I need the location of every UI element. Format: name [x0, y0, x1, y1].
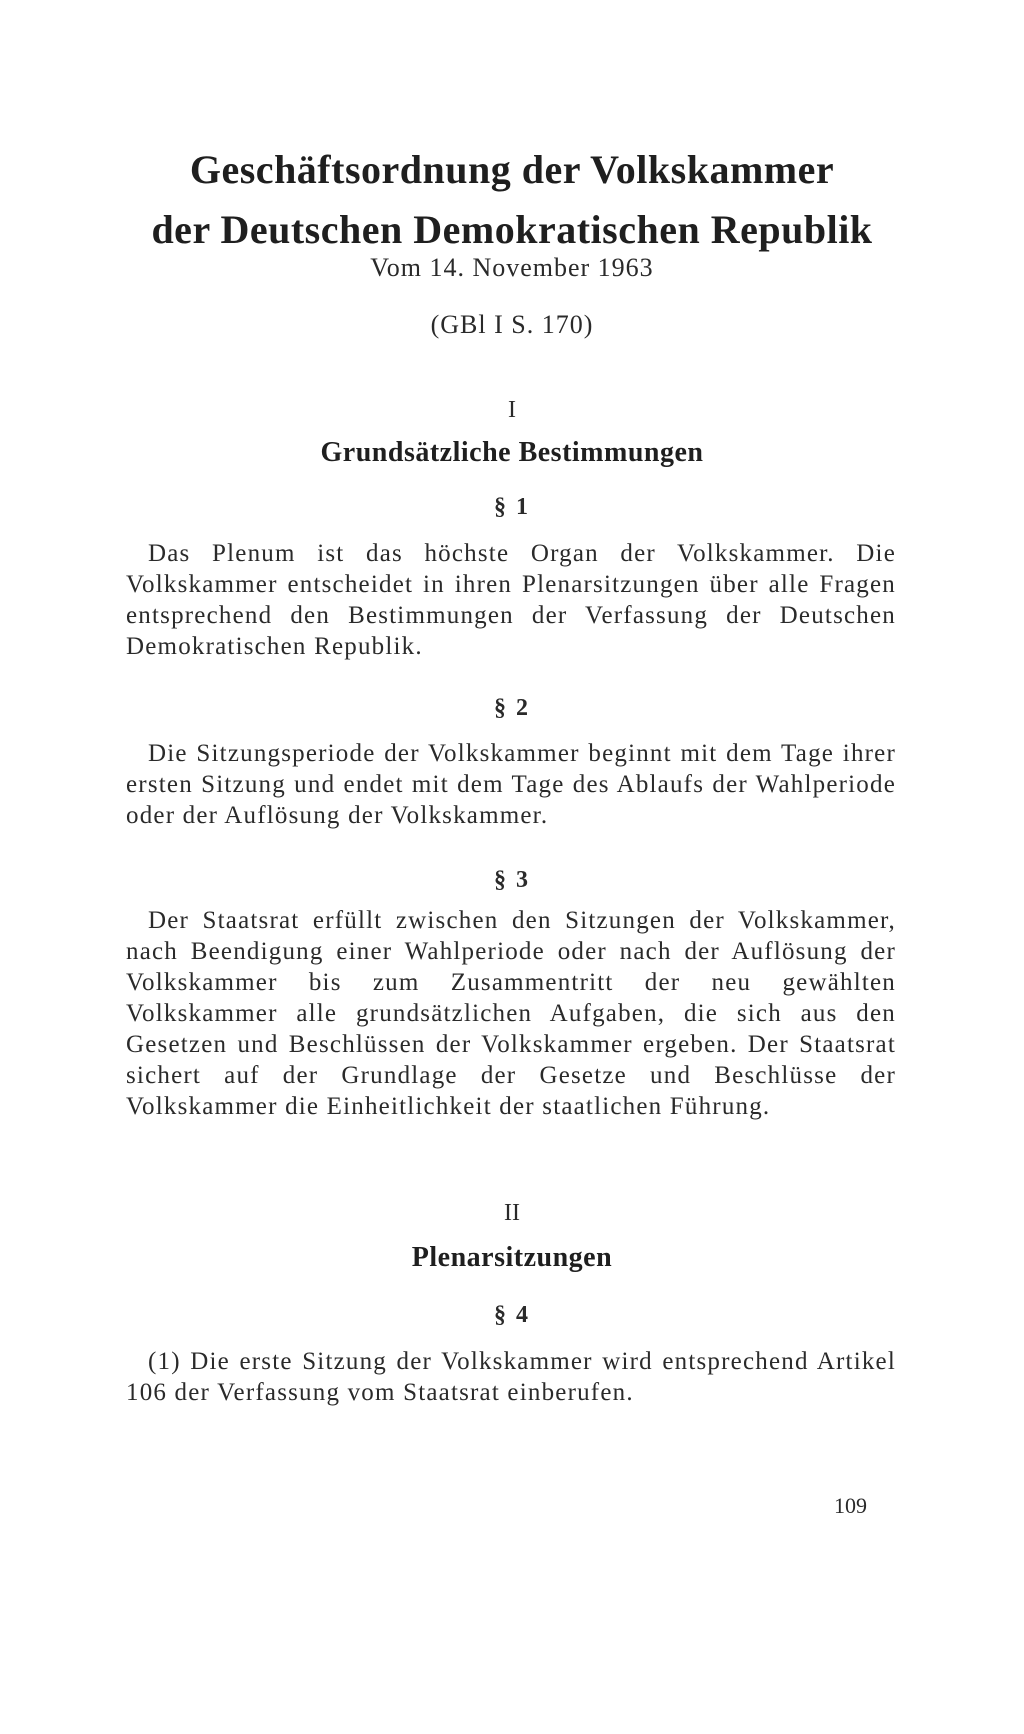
paragraph-sign: § 3 [494, 867, 530, 893]
paragraph-sign: § 4 [494, 1302, 530, 1328]
document-title [0, 140, 1024, 260]
section-title: Grundsätzliche Bestimmungen [320, 437, 704, 468]
paragraph-text: Die Sitzungsperiode der Volkskammer beginnt mit dem Tage ihrer ersten Sitzung und endet mit dem Tage des Ablaufs der Wahlperiode oder der Auflösung der Volkskammer. [126, 740, 896, 829]
title-line-2: der Deutschen Demokratischen Republik [151, 207, 873, 252]
paragraph-text: Der Staatsrat erfüllt zwischen den Sitzungen der Volkskammer, nach Beendigung einer Wahlperiode oder nach der Auflösung der Volkskammer bis zum Zusammentritt der neu gewählten Volkskammer alle grundsätzlichen Aufgaben, die sich aus den Gesetzen und Beschlüssen der Volkskammer ergeben. Der Staatsrat sichert auf der Grundlage der Gesetze und Beschlüsse der Volkskammer die Einheitlichkeit der staatlichen Führung. [126, 907, 896, 1120]
section-number: II [504, 1200, 520, 1226]
section-number: I [508, 397, 516, 423]
paragraph-text: (1) Die erste Sitzung der Volkskammer wird entsprechend Artikel 106 der Verfassung vom Staatsrat einberufen. [126, 1348, 896, 1406]
document-date: Vom 14. November 1963 [370, 253, 654, 282]
document-source: (GBl I S. 170) [430, 310, 594, 339]
section-title: Plenarsitzungen [411, 1242, 613, 1273]
title-line-1: Geschäftsordnung der Volkskammer [189, 147, 835, 192]
paragraph-text: Das Plenum ist das höchste Organ der Volkskammer. Die Volkskammer entscheidet in ihren Plenarsitzungen über alle Fragen entsprechend den Bestimmungen der Verfassung der Deutschen Demokratischen Republik. [126, 540, 896, 660]
paragraph-sign: § 1 [494, 494, 530, 520]
page-number: 109 [834, 1493, 867, 1518]
paragraph-sign: § 2 [494, 695, 530, 721]
